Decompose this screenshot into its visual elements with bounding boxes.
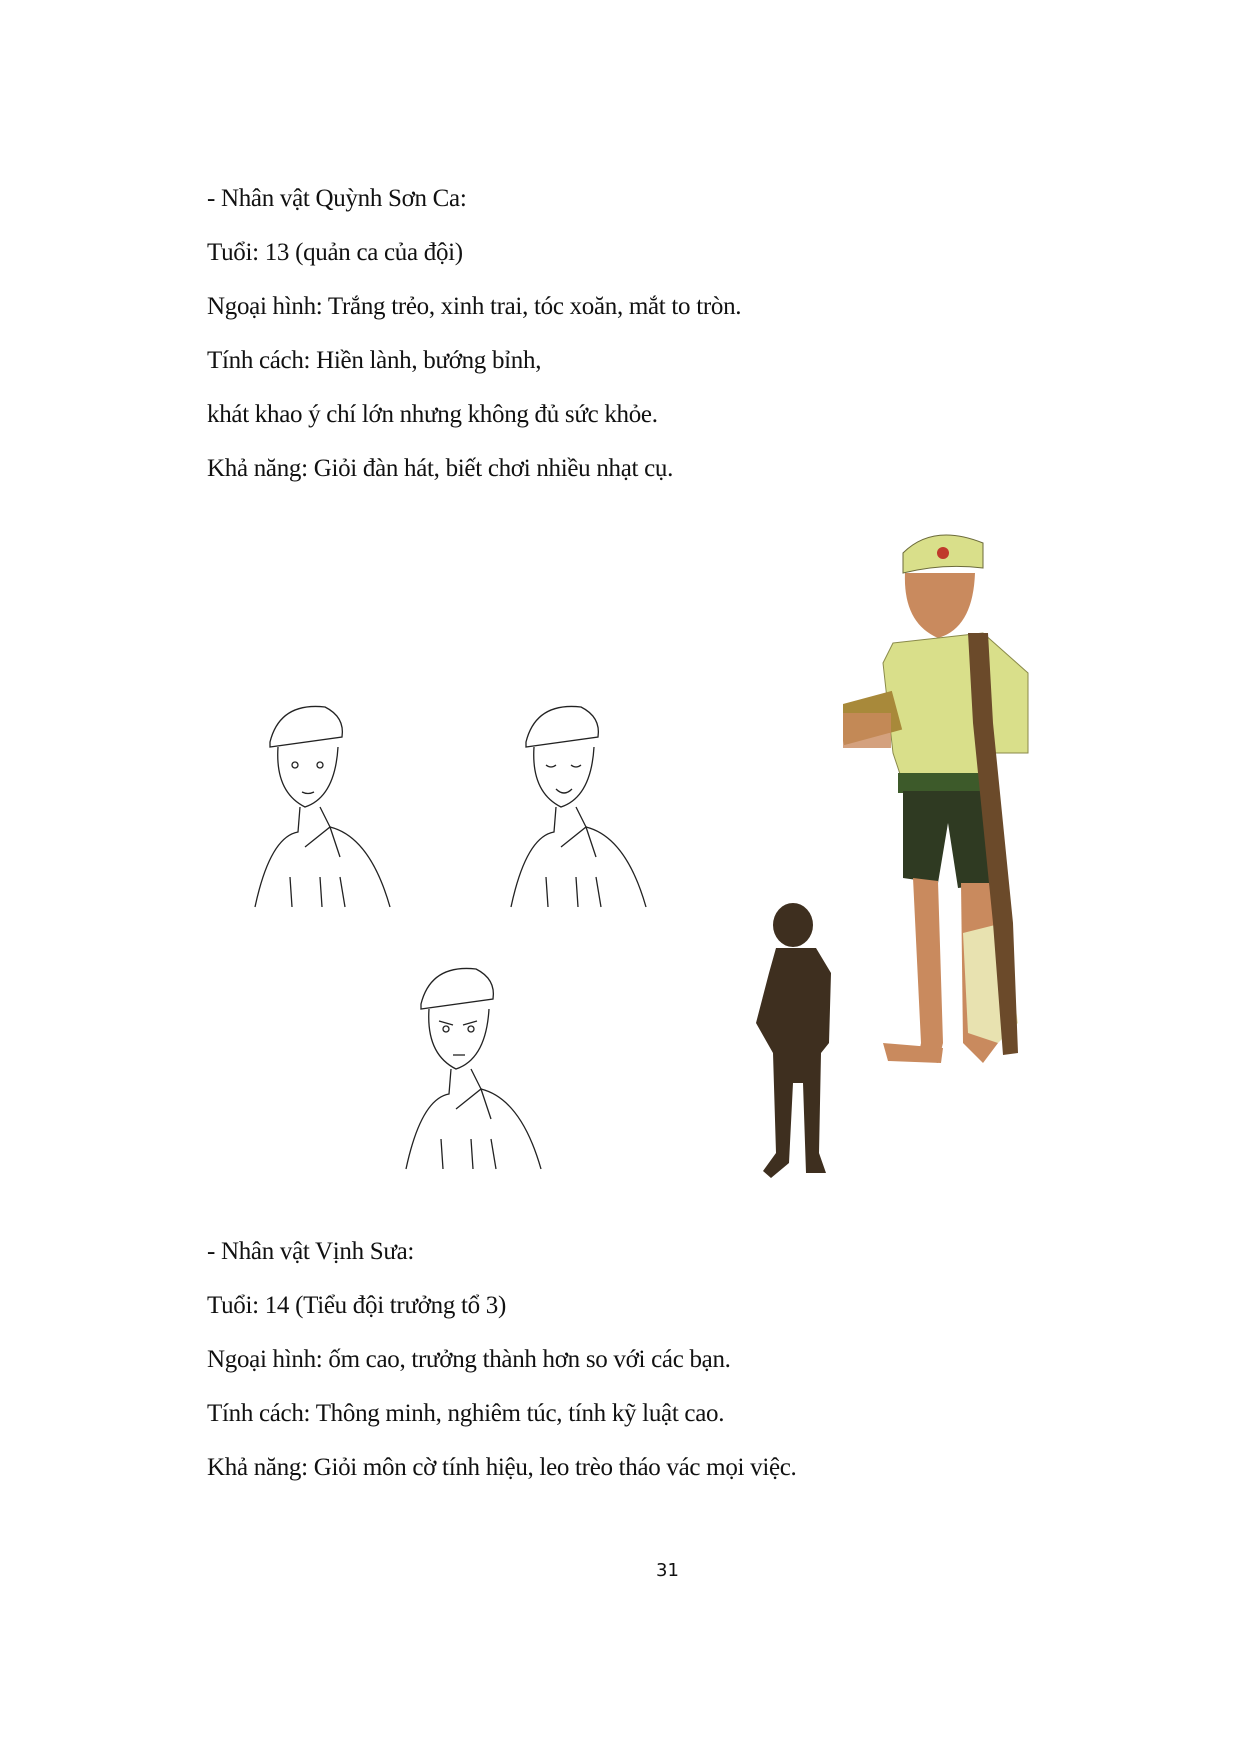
- character-1-age: Tuổi: 13 (quản ca của đội): [207, 239, 463, 266]
- character-1-ability: Khả năng: Giỏi đàn hát, biết chơi nhiều nhạt cụ.: [207, 455, 674, 482]
- character-2-ability: Khả năng: Giỏi môn cờ tính hiệu, leo trèo tháo vác mọi việc.: [207, 1454, 797, 1481]
- page-number: 31: [656, 1560, 679, 1581]
- character-1-personality-cont: khát khao ý chí lớn nhưng không đủ sức khỏe.: [207, 401, 658, 428]
- character-illustration: [843, 523, 1093, 1213]
- character-2-heading: - Nhân vật Vịnh Sưa:: [207, 1238, 415, 1265]
- face-sketch-serious: [401, 959, 571, 1179]
- character-2-appearance: Ngoại hình: ốm cao, trưởng thành hơn so với các bạn.: [207, 1346, 731, 1373]
- face-sketch-neutral: [250, 697, 420, 917]
- character-2-age: Tuổi: 14 (Tiểu đội trưởng tổ 3): [207, 1292, 507, 1319]
- face-sketch-smiling: [506, 697, 676, 917]
- character-1-appearance: Ngoại hình: Trắng trẻo, xinh trai, tóc xoăn, mắt to tròn.: [207, 293, 742, 320]
- height-silhouette: [751, 903, 851, 1183]
- character-1-personality: Tính cách: Hiền lành, bướng bỉnh,: [207, 347, 542, 374]
- character-2-personality: Tính cách: Thông minh, nghiêm túc, tính kỹ luật cao.: [207, 1400, 725, 1427]
- character-1-heading: - Nhân vật Quỳnh Sơn Ca:: [207, 185, 467, 212]
